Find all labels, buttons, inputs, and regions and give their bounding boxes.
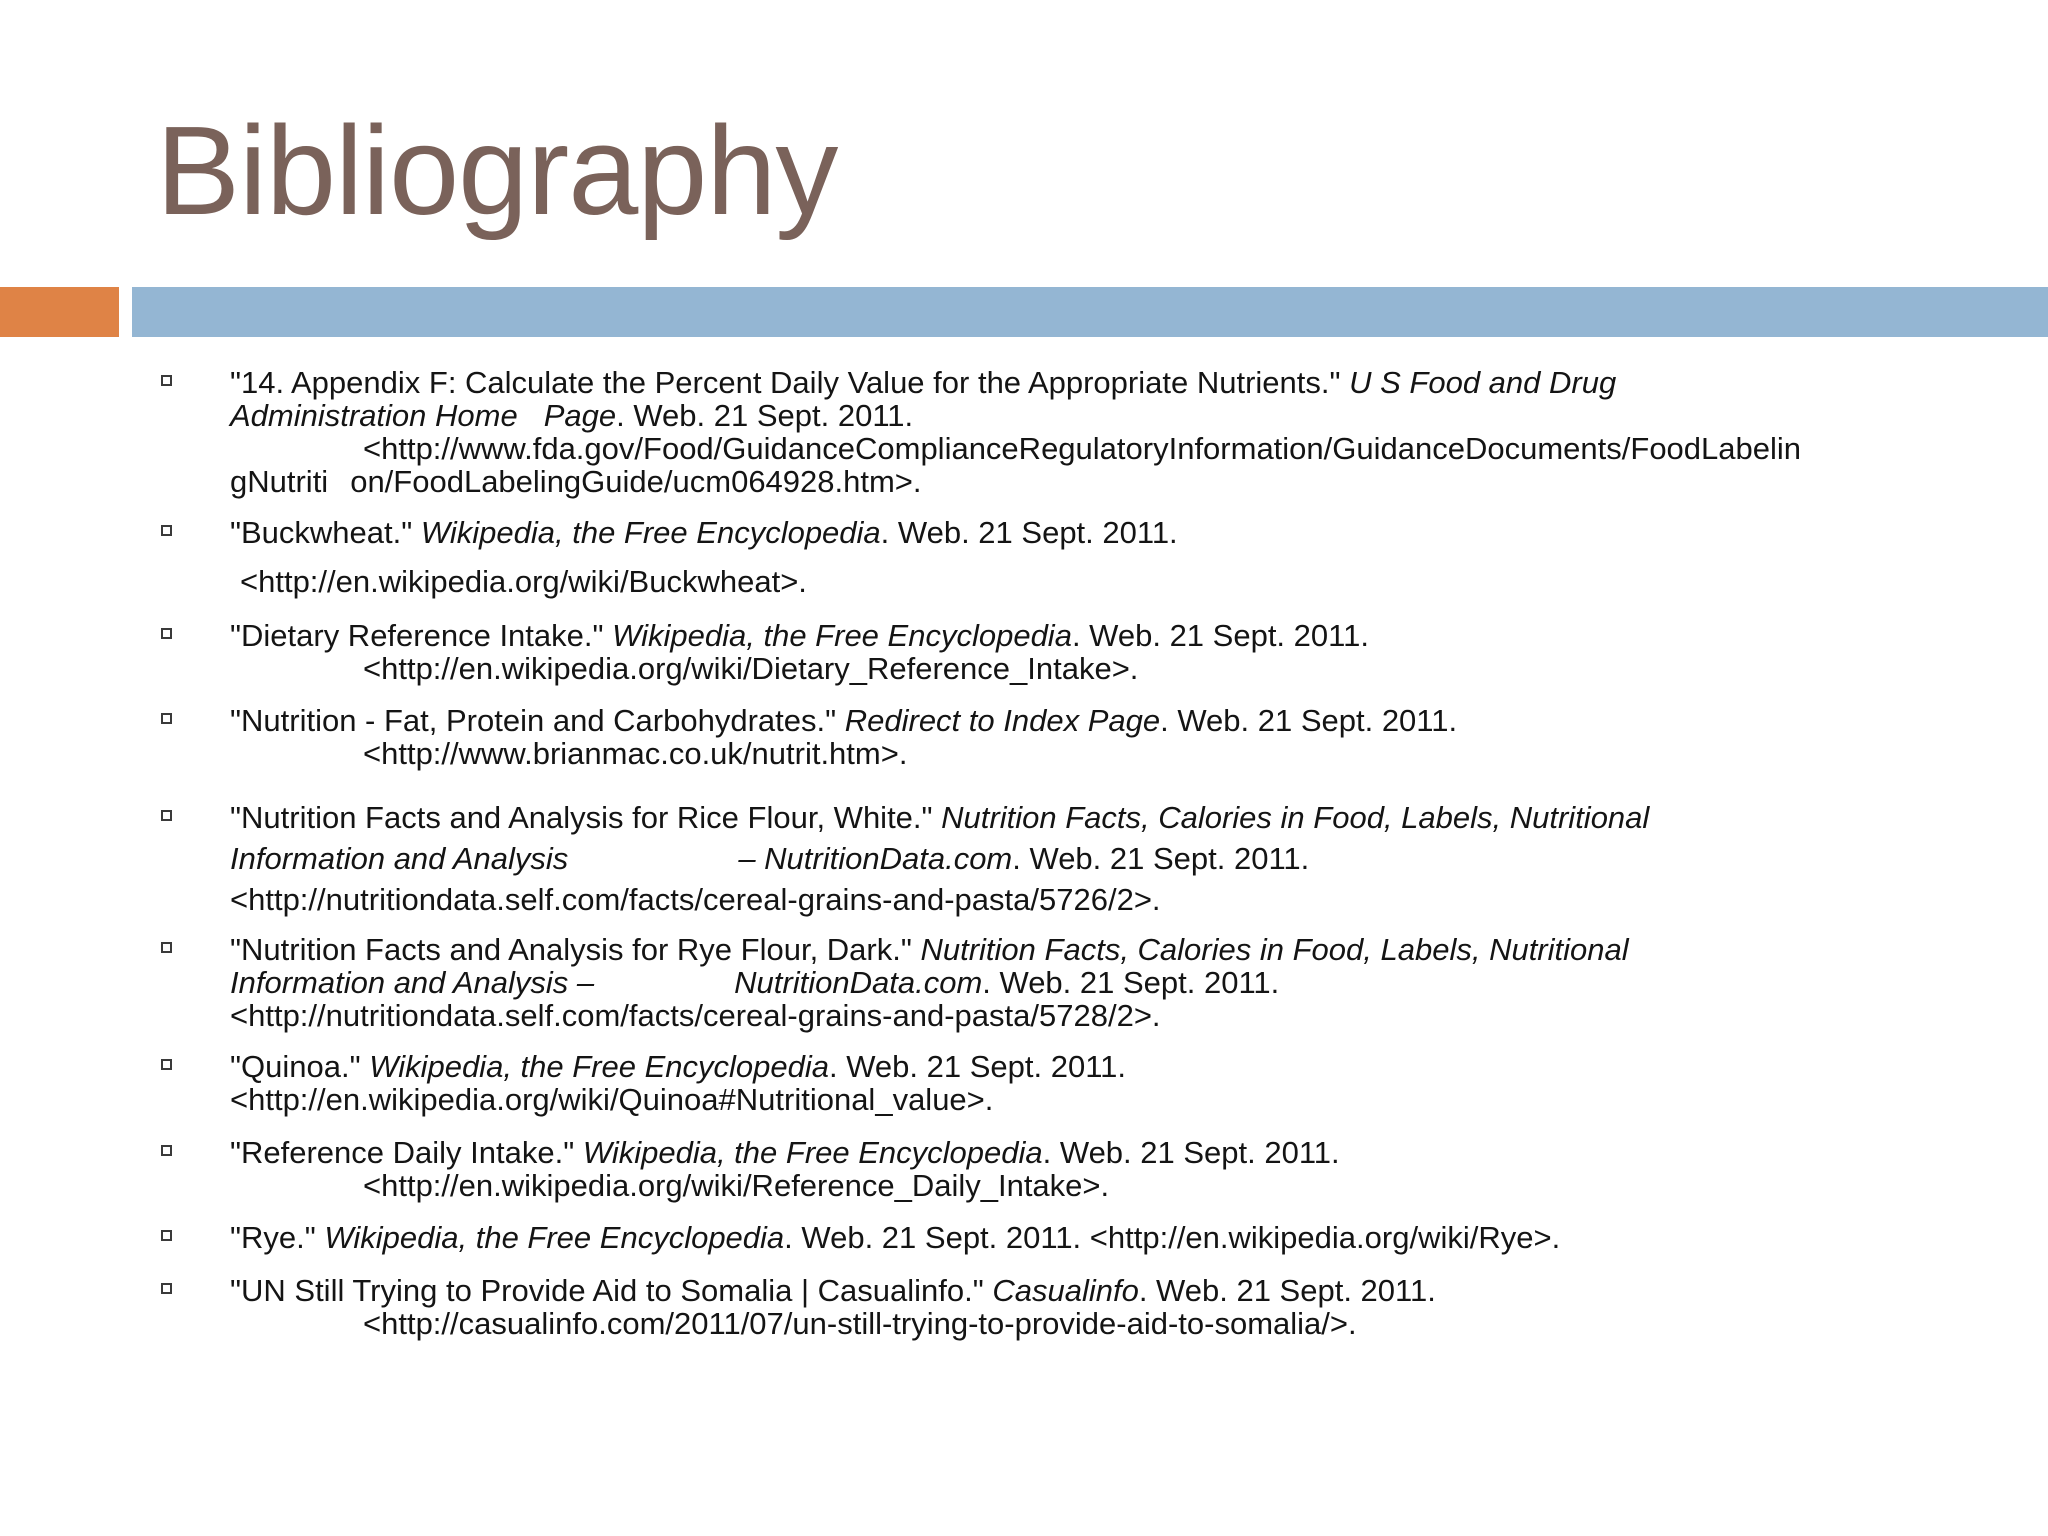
entry-source-title: Page	[543, 398, 617, 433]
entry-source-title: Wikipedia, the Free Encyclopedia	[582, 1135, 1043, 1170]
entry-source-title: Information and Analysis –	[230, 965, 595, 1000]
bibliography-entry	[230, 933, 1950, 1032]
square-bullet-icon	[161, 375, 172, 386]
slide-title: Bibliography	[156, 100, 838, 241]
bibliography-entry	[230, 704, 1950, 770]
entry-text: . Web. 21 Sept. 2011.	[1138, 1273, 1436, 1308]
entry-url: on/FoodLabelingGuide/ucm064928.htm>.	[350, 464, 922, 499]
entry-url: <http://www.brianmac.co.uk/nutrit.htm>.	[363, 736, 908, 771]
entry-text: "Nutrition Facts and Analysis for Rye Flour, Dark."	[230, 932, 921, 967]
entry-source-title: Wikipedia, the Free Encyclopedia	[369, 1049, 829, 1084]
bibliography-entry	[230, 797, 1950, 920]
bibliography-entry	[230, 1221, 1950, 1254]
square-bullet-icon	[161, 525, 172, 536]
entry-source-title: Information and Analysis	[230, 841, 569, 876]
entry-url: <http://en.wikipedia.org/wiki/Dietary_Reference_Intake>.	[363, 651, 1139, 686]
entry-url: <http://nutritiondata.self.com/facts/cereal-grains-and-pasta/5726/2>.	[230, 882, 1161, 917]
entry-source-title: Casualinfo	[992, 1273, 1139, 1308]
square-bullet-icon	[161, 713, 172, 724]
entry-text: . Web. 21 Sept. 2011.	[1042, 1135, 1340, 1170]
entry-text: . Web. 21 Sept. 2011.	[1012, 841, 1310, 876]
entry-url: <http://nutritiondata.self.com/facts/cereal-grains-and-pasta/5728/2>.	[230, 998, 1161, 1033]
entry-source-title: Nutrition Facts, Calories in Food, Labels, Nutritional	[920, 932, 1629, 967]
entry-text: . Web. 21 Sept. 2011.	[982, 965, 1280, 1000]
square-bullet-icon	[161, 1230, 172, 1241]
square-bullet-icon	[161, 628, 172, 639]
bibliography-entry	[230, 1136, 1950, 1202]
entry-source-title: – NutritionData.com	[738, 841, 1013, 876]
entry-source-title: Wikipedia, the Free Encyclopedia	[324, 1220, 785, 1255]
entry-text: . Web. 21 Sept. 2011.	[1160, 703, 1458, 738]
square-bullet-icon	[161, 1283, 172, 1294]
entry-source-title: Administration Home	[230, 398, 518, 433]
entry-url: <http://www.fda.gov/Food/GuidanceComplianceRegulatoryInformation/GuidanceDocuments/FoodLabelin	[363, 431, 1802, 466]
entry-text: "Dietary Reference Intake."	[230, 618, 613, 653]
bibliography-entry	[230, 1050, 1950, 1116]
accent-bar-orange	[0, 287, 119, 337]
bibliography-entry	[230, 1274, 1950, 1340]
entry-url: <http://en.wikipedia.org/wiki/Reference_Daily_Intake>.	[363, 1168, 1110, 1203]
entry-source-title: Wikipedia, the Free Encyclopedia	[420, 515, 881, 550]
entry-text: "Buckwheat."	[230, 515, 421, 550]
entry-text: "14. Appendix F: Calculate the Percent Daily Value for the Appropriate Nutrients."	[230, 365, 1350, 400]
entry-text: . Web. 21 Sept. 2011. <http://en.wikipedia.org/wiki/Rye>.	[784, 1220, 1561, 1255]
entry-source-title: NutritionData.com	[734, 965, 983, 1000]
bibliography-entry	[230, 619, 1950, 685]
entry-source-title: Wikipedia, the Free Encyclopedia	[612, 618, 1072, 653]
bibliography-entry	[230, 366, 1950, 498]
entry-url: <http://casualinfo.com/2011/07/un-still-trying-to-provide-aid-to-somalia/>.	[363, 1306, 1357, 1341]
entry-text: . Web. 21 Sept. 2011.	[616, 398, 914, 433]
entry-text: "Rye."	[230, 1220, 325, 1255]
square-bullet-icon	[161, 1059, 172, 1070]
entry-url: <http://en.wikipedia.org/wiki/Quinoa#Nutritional_value>.	[230, 1082, 994, 1117]
entry-text: "Nutrition Facts and Analysis for Rice Flour, White."	[230, 800, 942, 835]
entry-source-title: Redirect to Index Page	[844, 703, 1161, 738]
entry-text: "Nutrition - Fat, Protein and Carbohydrates."	[230, 703, 845, 738]
square-bullet-icon	[161, 1145, 172, 1156]
entry-text: "UN Still Trying to Provide Aid to Somalia | Casualinfo."	[230, 1273, 993, 1308]
entry-source-title: Nutrition Facts, Calories in Food, Labels, Nutritional	[941, 800, 1650, 835]
square-bullet-icon	[161, 942, 172, 953]
entry-url: <http://en.wikipedia.org/wiki/Buckwheat>.	[240, 564, 807, 599]
bibliography-entry	[230, 516, 1950, 598]
entry-url: gNutriti	[230, 464, 329, 499]
entry-text: "Quinoa."	[230, 1049, 370, 1084]
entry-text: . Web. 21 Sept. 2011.	[829, 1049, 1126, 1084]
square-bullet-icon	[161, 810, 172, 821]
entry-text: . Web. 21 Sept. 2011.	[880, 515, 1178, 550]
accent-bar-blue	[132, 287, 2048, 337]
entry-source-title: U S Food and Drug	[1349, 365, 1617, 400]
entry-text: . Web. 21 Sept. 2011.	[1071, 618, 1369, 653]
entry-text: "Reference Daily Intake."	[230, 1135, 583, 1170]
